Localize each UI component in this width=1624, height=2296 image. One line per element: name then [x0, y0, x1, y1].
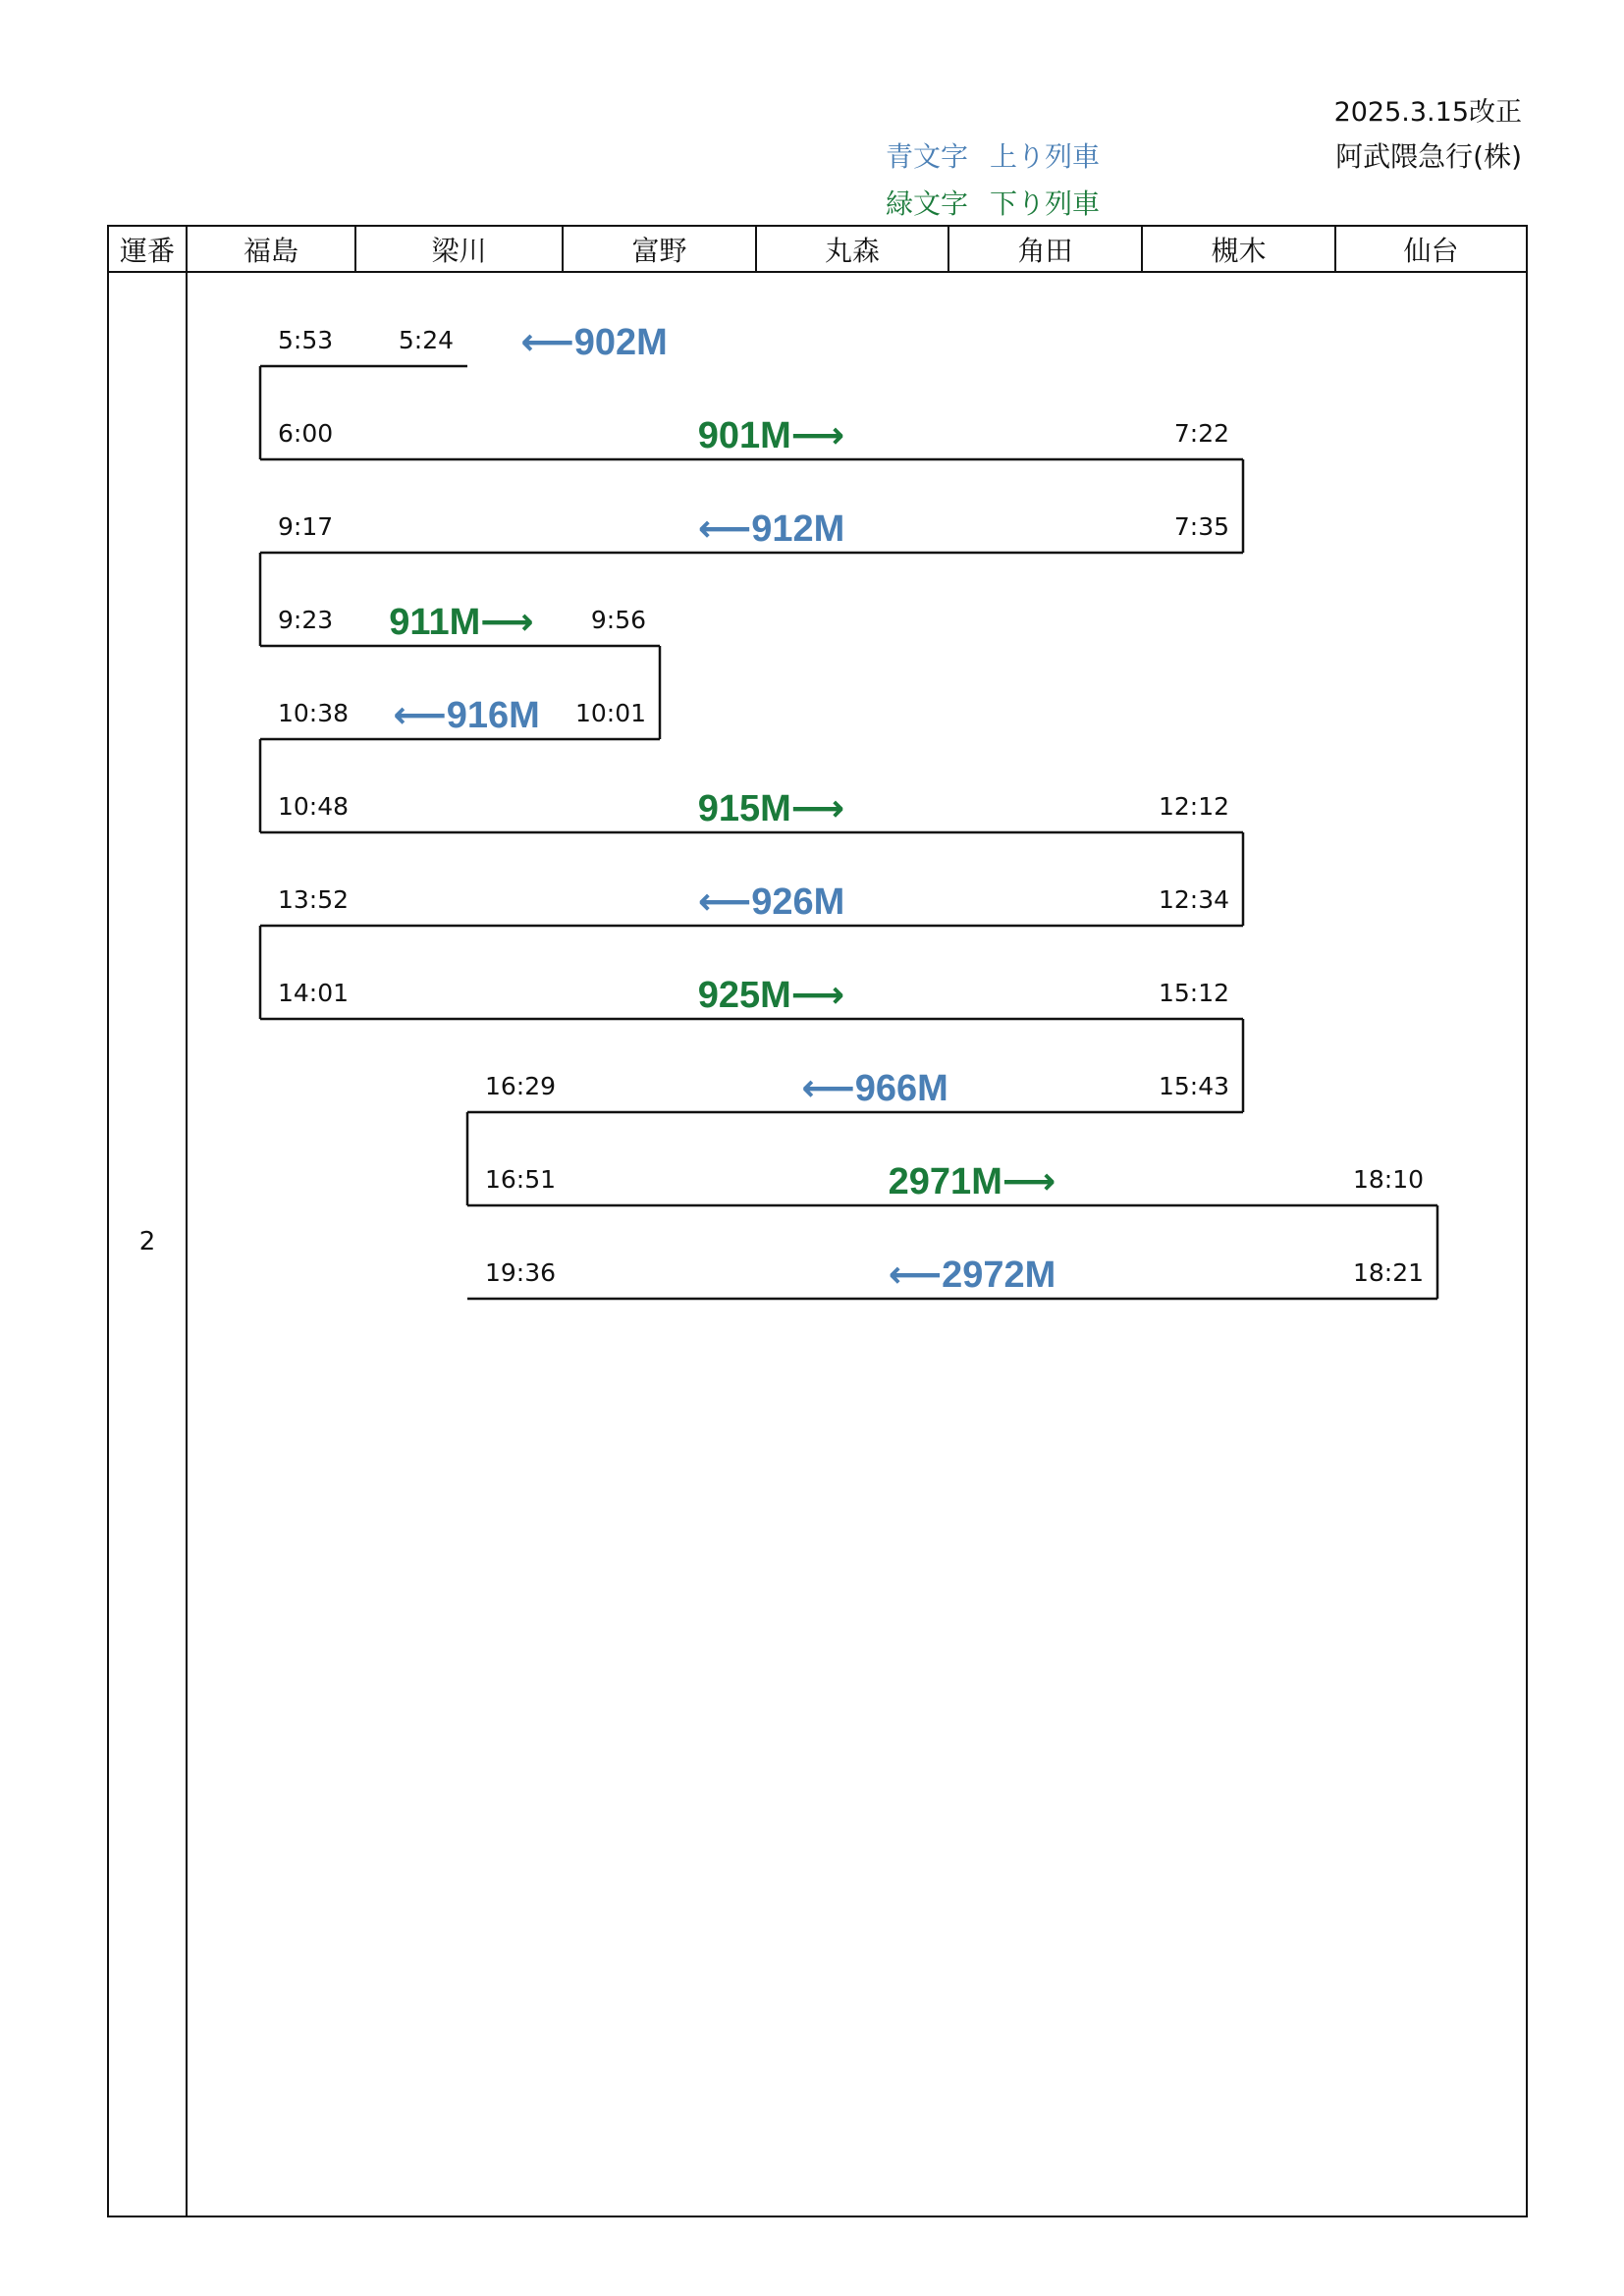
- time-label-left: 9:23: [278, 606, 334, 634]
- legend-down-meaning: 下り列車: [990, 187, 1101, 220]
- time-label-left: 5:53: [278, 326, 334, 354]
- time-label-right: 5:24: [398, 326, 454, 354]
- station-header-yanagawa: 梁川: [431, 234, 487, 267]
- time-label-right: 15:12: [1158, 979, 1229, 1007]
- time-label-left: 10:48: [278, 792, 350, 821]
- time-label-left: 19:36: [485, 1258, 557, 1287]
- station-header-kakuda: 角田: [1017, 234, 1073, 267]
- train-number-915M: 915M⟶: [697, 788, 845, 829]
- station-header-marumori: 丸森: [824, 234, 880, 267]
- train-number-925M: 925M⟶: [697, 975, 845, 1016]
- station-header-fukushima: 福島: [243, 234, 298, 267]
- time-label-left: 13:52: [278, 885, 350, 914]
- train-number-911M: 911M⟶: [389, 602, 534, 643]
- time-label-left: 16:29: [485, 1072, 557, 1100]
- legend-down-color-label: 緑文字: [886, 187, 969, 220]
- train-number-901M: 901M⟶: [697, 415, 845, 456]
- time-label-right: 7:35: [1173, 512, 1229, 541]
- time-label-right: 18:10: [1352, 1165, 1424, 1194]
- station-header-tsukinoki: 槻木: [1211, 234, 1267, 267]
- time-label-right: 7:22: [1173, 419, 1229, 448]
- train-number-2972M: ⟵2972M: [888, 1255, 1056, 1296]
- time-label-left: 14:01: [278, 979, 350, 1007]
- time-label-left: 6:00: [278, 419, 334, 448]
- time-label-right: 10:01: [574, 699, 646, 727]
- train-number-916M: ⟵916M: [393, 695, 540, 736]
- run-number-header: 運番: [119, 234, 175, 267]
- time-label-right: 15:43: [1158, 1072, 1229, 1100]
- run-number: 2: [138, 1227, 156, 1256]
- train-number-966M: ⟵966M: [801, 1068, 948, 1109]
- train-number-2971M: 2971M⟶: [888, 1161, 1056, 1202]
- time-label-left: 16:51: [485, 1165, 557, 1194]
- time-label-right: 9:56: [590, 606, 646, 634]
- company-name: 阿武隈急行(株): [1335, 140, 1522, 173]
- train-number-902M: ⟵902M: [520, 322, 668, 363]
- train-number-926M: ⟵926M: [697, 881, 845, 923]
- revision-date: 2025.3.15改正: [1333, 97, 1522, 128]
- time-label-right: 18:21: [1352, 1258, 1424, 1287]
- station-header-tomino: 富野: [631, 234, 687, 267]
- time-label-right: 12:12: [1158, 792, 1229, 821]
- legend-up-color-label: 青文字: [886, 140, 969, 173]
- legend-up-meaning: 上り列車: [990, 140, 1101, 173]
- station-header-sendai: 仙台: [1403, 234, 1459, 267]
- time-label-left: 10:38: [278, 699, 350, 727]
- time-label-right: 12:34: [1158, 885, 1229, 914]
- train-number-912M: ⟵912M: [697, 508, 845, 550]
- time-label-left: 9:17: [278, 512, 334, 541]
